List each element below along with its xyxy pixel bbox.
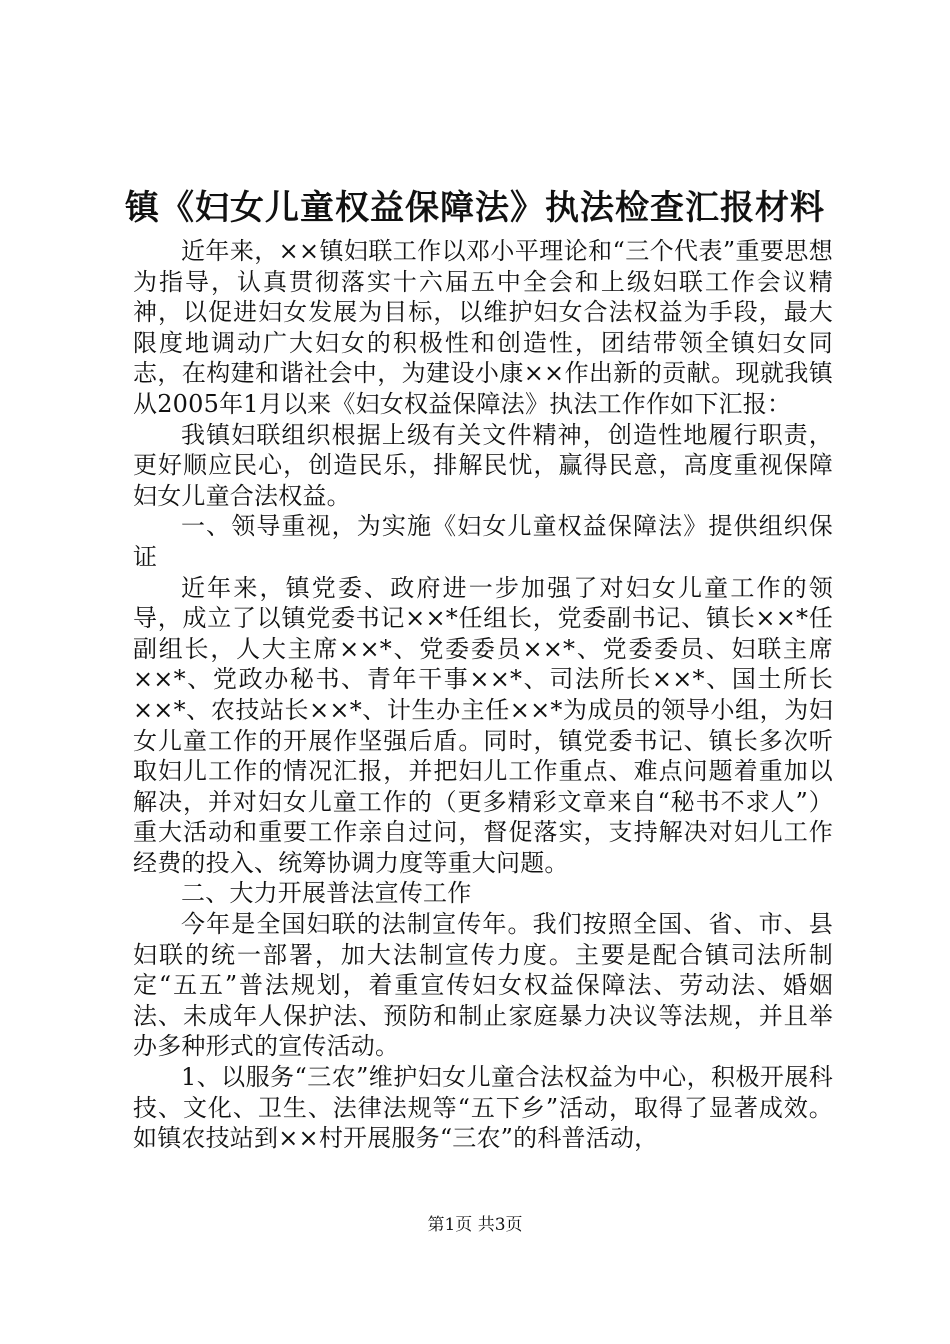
document-title: 镇《妇女儿童权益保障法》执法检查汇报材料 [125, 188, 825, 228]
paragraph-intro: 近年来，××镇妇联工作以邓小平理论和“三个代表”重要思想为指导，认真贯彻落实十六届五中全会和上级妇联工作会议精神，以促进妇女发展为目标，以维护妇女合法权益为手段，最大限度地调动广大妇女的积极性和创造性，团结带领全镇妇女同志，在构建和谐社会中，为建设小康××作出新的贡献。现就我镇从2005年1月以来《妇女权益保障法》执法工作作如下汇报： [133, 237, 833, 418]
paragraph-item-1: 1、以服务“三农”维护妇女儿童合法权益为中心，积极开展科技、文化、卫生、法律法规等“五下乡”活动，取得了显著成效。如镇农技站到××村开展服务“三农”的科普活动， [133, 1063, 833, 1153]
paragraph-leadership: 近年来，镇党委、政府进一步加强了对妇女儿童工作的领导，成立了以镇党委书记××*任组长，党委副书记、镇长××*任副组长，人大主席××*、党委委员××*、党委委员、妇联主席××*、党政办秘书、青年干事××*、司法所长××*、国土所长××*、农技站长××*、计生办主任××*为成员的领导小组，为妇女儿童工作的开展作坚强后盾。同时，镇党委书记、镇长多次听取妇儿工作的情况汇报，并把妇儿工作重点、难点问题着重加以解决，并对妇女儿童工作的（更多精彩文章来自“秘书不求人”）重大活动和重要工作亲自过问，督促落实，支持解决对妇儿工作经费的投入、统筹协调力度等重大问题。 [133, 573, 833, 877]
section-heading-2: 二、大力开展普法宣传工作 [181, 879, 472, 908]
page-footer: 第1页 共3页 [427, 1215, 523, 1235]
section-heading-1: 一、领导重视，为实施《妇女儿童权益保障法》提供组织保证 [133, 512, 833, 571]
paragraph-overview: 我镇妇联组织根据上级有关文件精神，创造性地履行职责，更好顺应民心，创造民乐，排解民忧，赢得民意，高度重视保障妇女儿童合法权益。 [133, 420, 833, 510]
paragraph-publicity: 今年是全国妇联的法制宣传年。我们按照全国、省、市、县妇联的统一部署，加大法制宣传力度。主要是配合镇司法所制定“五五”普法规划，着重宣传妇女权益保障法、劳动法、婚姻法、未成年人保护法、预防和制止家庭暴力决议等法规，并且举办多种形式的宣传活动。 [133, 910, 833, 1061]
document-body [133, 236, 833, 1154]
